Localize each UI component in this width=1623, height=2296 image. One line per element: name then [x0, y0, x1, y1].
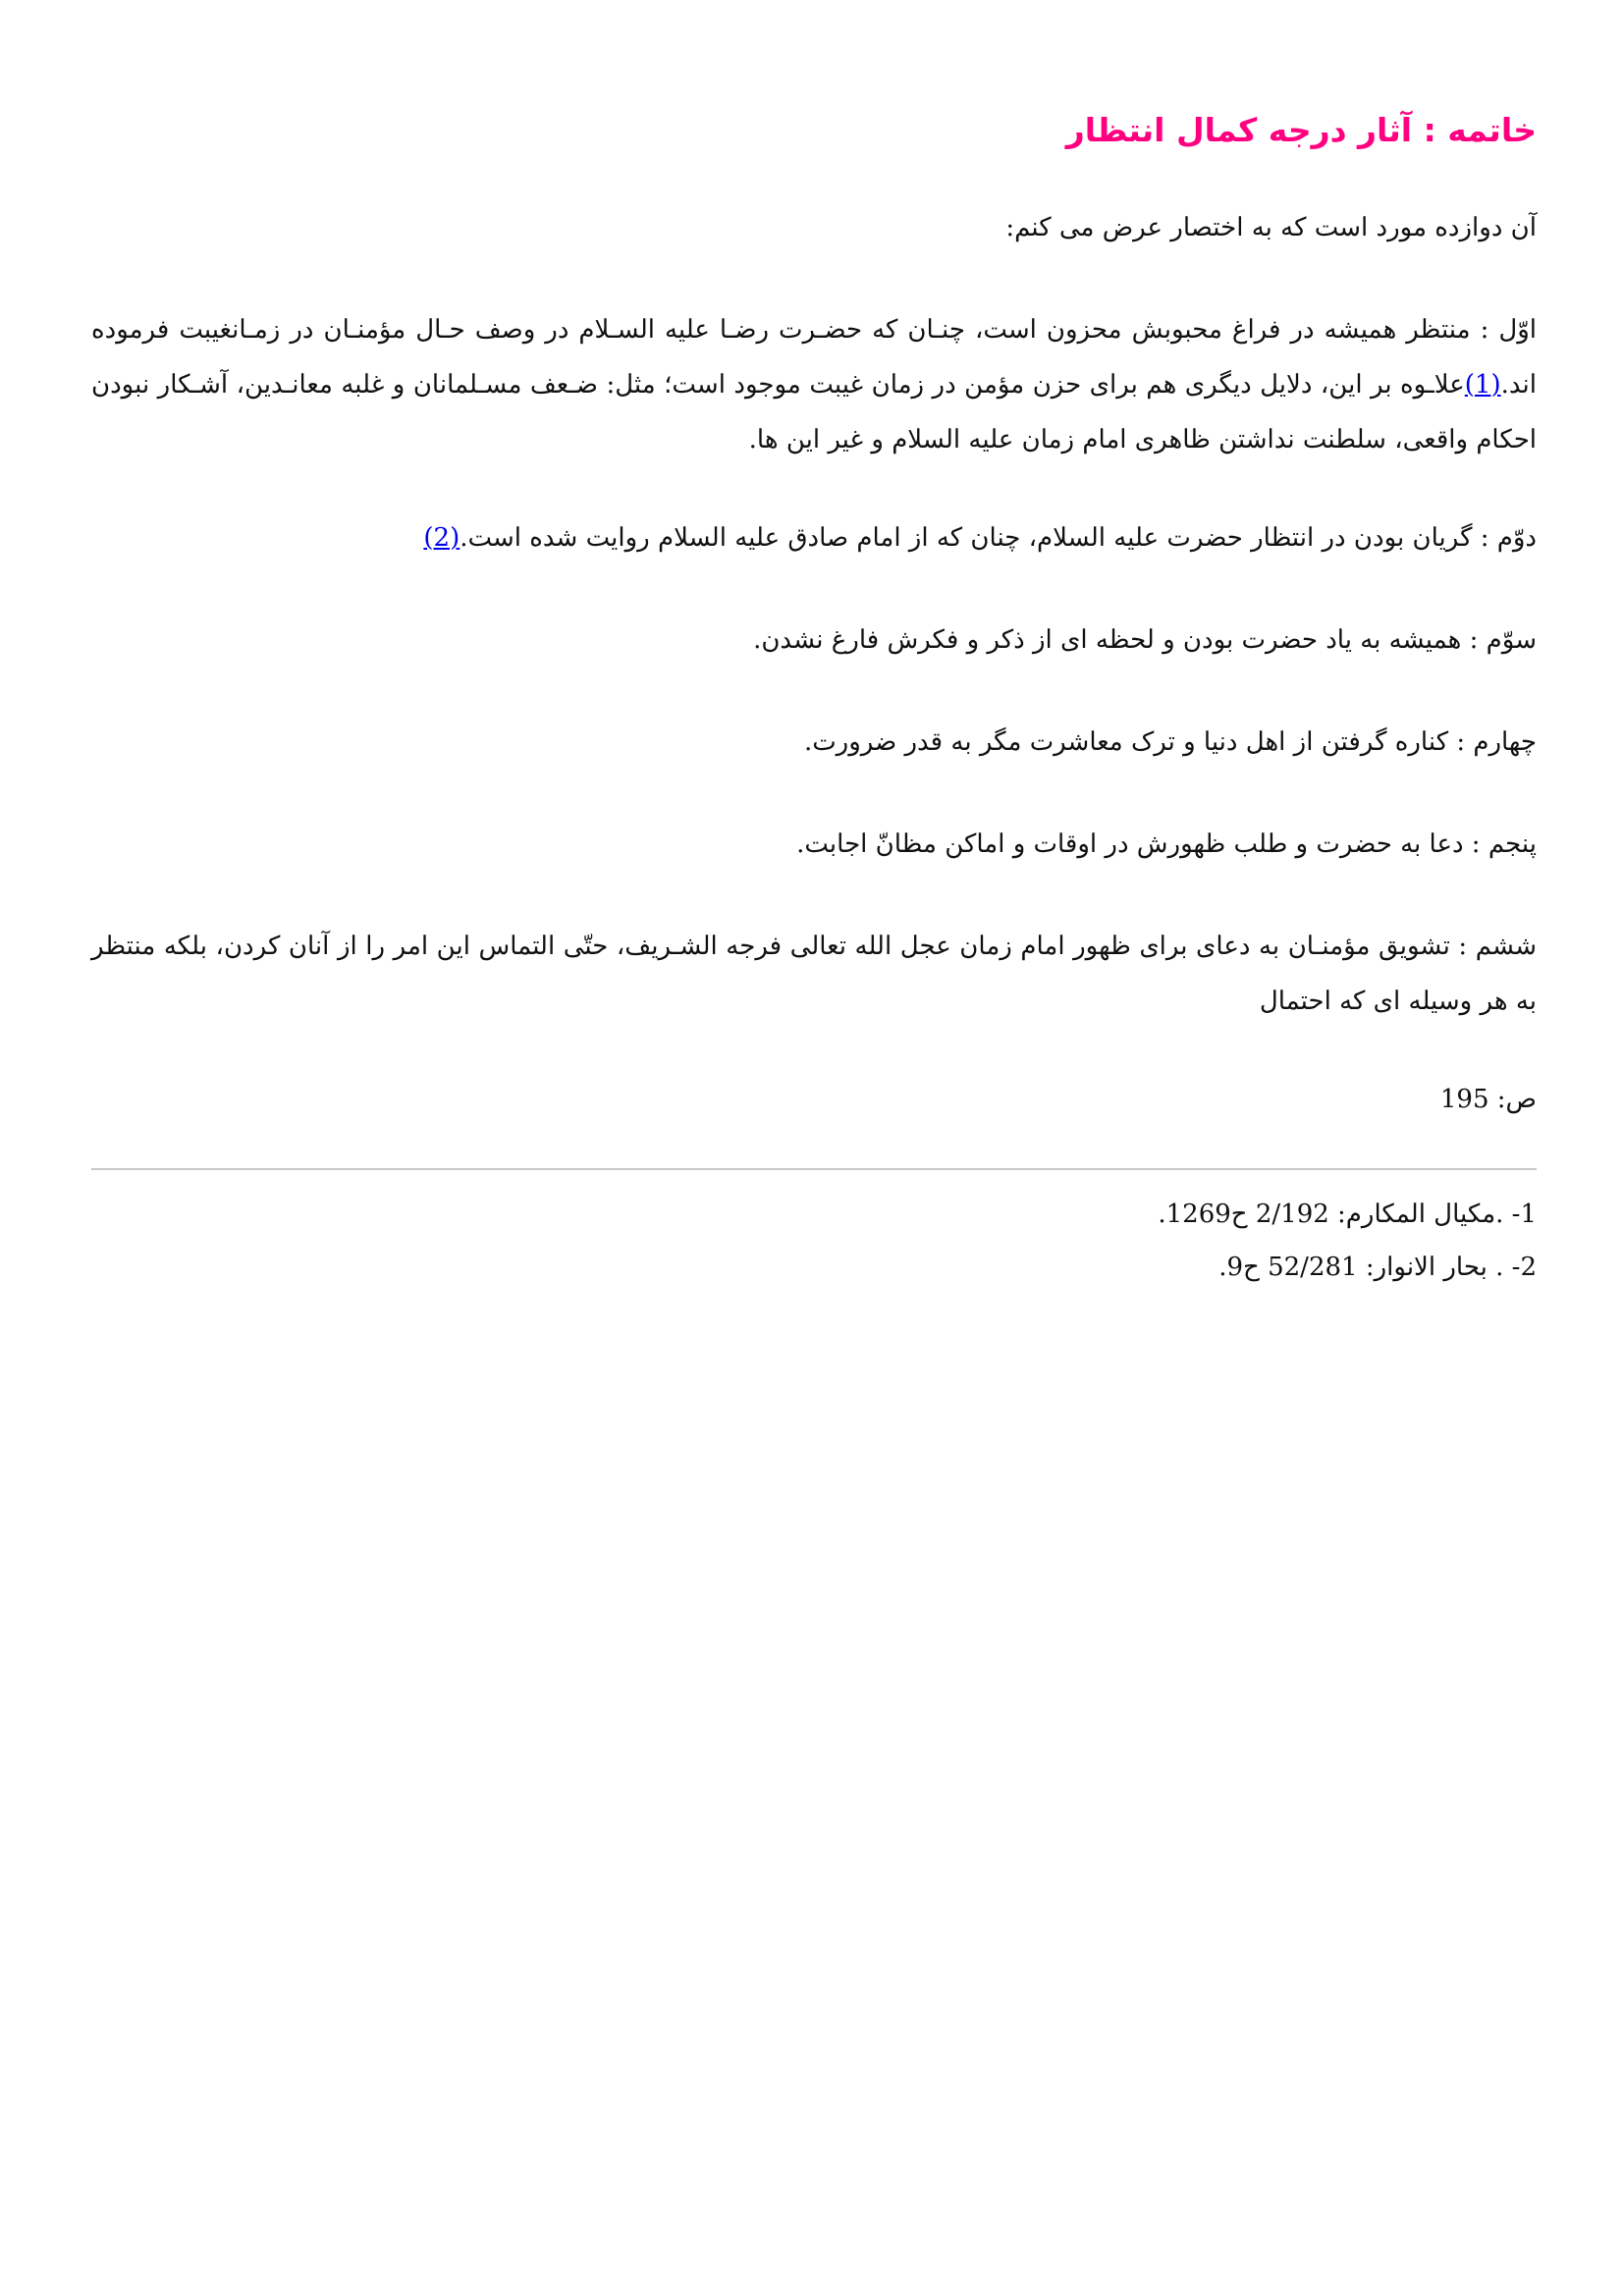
item-second-text: دوّم : گریان بودن در انتظار حضرت علیه السلام، چنان که از امام صادق علیه السلام روایت شده است. — [460, 523, 1537, 554]
footnote-ref-1-link[interactable]: (1) — [1464, 370, 1501, 400]
item-third-paragraph: سوّم : همیشه به یاد حضرت بودن و لحظه ای از ذکر و فکرش فارغ نشدن. — [753, 625, 1537, 656]
footnote-1: 1- .مکیال المکارم: 2/192 ح1269. — [1158, 1200, 1537, 1230]
page-number: ص: 195 — [1439, 1085, 1537, 1115]
item-first-text-a: اوّل : منتظر همیشه در فراغ محبوبش محزون است، چنـان که حضـرت رضـا علیه السـلام در وصف حـال مؤمنـان در زمـانغیبت فرموده اند. — [91, 315, 1537, 400]
item-first-text-b: علاـوه بر این، دلایل دیگری هم برای حزن مؤمن در زمان غیبت موجود است؛ مثل: ضـعف مسـلمانان و غلبه معانـدین، آشـکار نبودن احکام واقعی، سلطنت نداشتن ظاهری امام زمان علیه السلام و غیر این ها. — [91, 370, 1537, 455]
item-second-paragraph — [91, 510, 1537, 565]
item-first-paragraph — [91, 302, 1537, 467]
footnote-2: 2- . بحار الانوار: 52/281 ح9. — [1218, 1253, 1537, 1283]
item-sixth-paragraph: ششم : تشویق مؤمنـان به دعای برای ظهور امام زمان عجل الله تعالی فرجه الشـریف، حتّی التماس این امر را از آنان کردن، بلکه منتظر به هر وسیله ای که احتمال — [91, 932, 1537, 1017]
chapter-title: خاتمه : آثار درجه کمال انتظار — [1065, 111, 1537, 149]
document-page — [91, 108, 1537, 1294]
item-fifth-paragraph: پنجم : دعا به حضرت و طلب ظهورش در اوقات و اماکن مظانّ اجابت. — [796, 829, 1537, 860]
footnote-ref-2-link[interactable]: (2) — [423, 523, 460, 554]
item-fourth-paragraph: چهارم : کناره گرفتن از اهل دنیا و ترک معاشرت مگر به قدر ضرورت. — [803, 727, 1537, 758]
footnote-divider — [91, 1168, 1537, 1170]
intro-paragraph: آن دوازده مورد است که به اختصار عرض می کنم: — [1005, 213, 1537, 243]
